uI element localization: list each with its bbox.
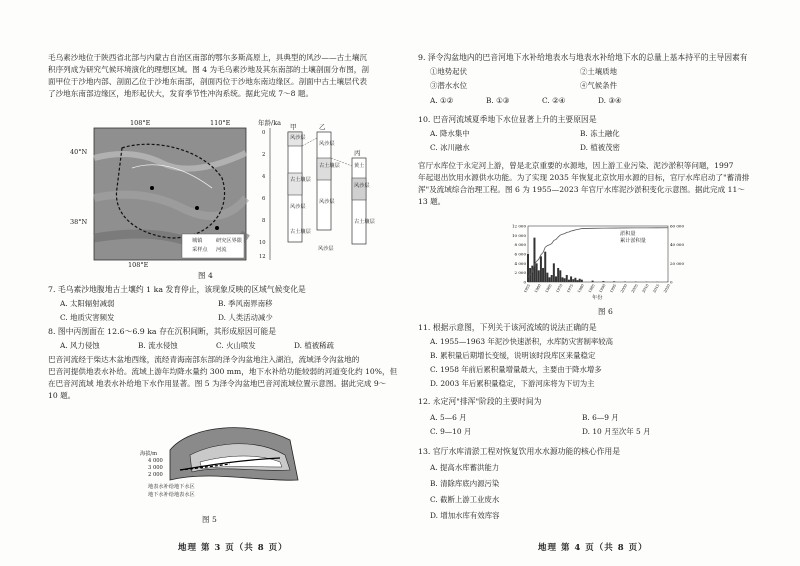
layer-label: 风沙层 — [319, 199, 335, 205]
intro3-line-4: 13 题。 — [418, 197, 446, 206]
intro-line-4: 了沙地东南部边缘区，地形起伏大，发育季节性冲沟系统。据此完成 7～8 题。 — [48, 89, 314, 98]
bar-1963 — [544, 252, 546, 282]
column-a-label: 甲 — [290, 123, 297, 131]
layer-label: 古土壤层 — [319, 163, 340, 169]
bar-1995 — [613, 281, 615, 282]
layer-label: 风沙层 — [319, 141, 335, 147]
x-tick-label: 1985 — [587, 283, 596, 294]
y2-tick-label: 60 000 — [670, 223, 684, 229]
q8-option-b[interactable]: B. 流水侵蚀 — [138, 341, 178, 350]
bar-1990 — [602, 281, 604, 282]
q8-stem: 8. 图中丙剖面在 12.6～6.9 ka 存在沉积间断，其形成原因可能是 — [48, 327, 277, 336]
legend-bars: 淤积量 — [620, 231, 636, 237]
x-tick-label: 1965 — [544, 283, 553, 294]
y-tick-label: 6 000 — [514, 251, 526, 257]
page-footer-4: 地理 第 4 页（共 8 页） — [538, 543, 648, 553]
bar-1955 — [527, 254, 529, 282]
y2-tick-label: 20 000 — [670, 260, 684, 266]
layer-label: 风沙层 — [354, 183, 370, 189]
y-tick-label: 8 000 — [514, 242, 526, 248]
q12-stem: 12. 永定河"排浑"阶段的主要时间为 — [418, 397, 542, 406]
q11-option-c[interactable]: C. 1958 年前后累积量增量最大，主要由于降水增多 — [430, 365, 602, 374]
x-tick-label: 1990 — [598, 283, 607, 294]
q8-option-c[interactable]: C. 火山喷发 — [216, 341, 256, 350]
layer-label: 古土壤层 — [354, 219, 375, 225]
fig5-legend-item: 地下水补给地表水区 — [148, 492, 195, 498]
q9-item-1: ①地势起伏 — [430, 67, 467, 76]
coord-left-2: 38°N — [70, 218, 88, 226]
legend-boundary: 研究区界限 — [216, 238, 242, 244]
layer-label: 风沙层 — [290, 135, 306, 141]
coord-top-2: 110°E — [210, 119, 231, 127]
sample-point-b — [195, 206, 199, 210]
layer-label: 黄土 — [354, 163, 365, 169]
intro-line-2: 积序列成为研究气候环境演化的理想区域。图 4 为毛乌素沙地及其东南部的土壤剖面分布图，剖 — [48, 65, 369, 74]
bar-1958 — [533, 238, 535, 282]
figure-4 — [70, 118, 382, 269]
q10-option-a[interactable]: A. 降水集中 — [430, 129, 470, 138]
bar-1964 — [546, 273, 548, 282]
fig5-legend-title: 海拔/m — [140, 451, 158, 457]
q9-item-3: ③潜水水位 — [430, 81, 467, 90]
q9-item-4: ④气候条件 — [580, 81, 617, 90]
plot-area — [528, 226, 668, 282]
x-tick-label: 1955 — [523, 283, 532, 294]
y-tick-label: 2 000 — [514, 270, 526, 276]
x-tick-label: 1980 — [576, 283, 586, 294]
age-tick: 6 — [262, 196, 266, 202]
x-tick-label: 2010 — [641, 283, 650, 294]
bar-1962 — [542, 268, 544, 282]
legend-sample: 采样点 — [192, 247, 208, 253]
x-tick-label: 1960 — [533, 283, 542, 294]
q10-option-b[interactable]: B. 冻土融化 — [580, 129, 620, 138]
x-tick-label: 1970 — [555, 283, 564, 294]
figure-6 — [500, 218, 700, 304]
q9-option-a[interactable]: A. ①② — [430, 96, 454, 105]
intro-line-3: 面甲位于沙地内部、剖面乙位于沙地东南部，剖面丙位于沙地东南边缘区。剖面中古土壤层代表 — [48, 77, 367, 86]
bottom-note: 风沙层 — [318, 246, 334, 252]
y-tick-label: 10 000 — [512, 232, 526, 238]
intro2-line-2: 巴音河提供地表水补给。流域上游年均降水量约 300 mm，地下水补给功能较弱的河道变化约 10%，但 — [48, 367, 398, 376]
age-tick: 12 — [259, 254, 266, 260]
age-tick: 0 — [262, 130, 266, 136]
legend-town: 城镇 — [192, 238, 203, 244]
figure-4-svg — [92, 118, 382, 268]
q11-option-d[interactable]: D. 2003 年后累积量稳定，下游河床将为下切为主 — [430, 379, 595, 388]
legend-line: 累计淤积量 — [620, 238, 646, 244]
layer-label: 风沙层 — [290, 204, 306, 210]
q13-option-d[interactable]: D. 增加水库有效库容 — [430, 511, 500, 520]
q11-option-b[interactable]: B. 累积量后期增长变缓，说明该时段库区来量稳定 — [430, 351, 596, 360]
x-tick-label: 2005 — [630, 283, 639, 294]
x-axis-label: 年份 — [592, 295, 603, 301]
coord-top-1: 108°E — [130, 119, 151, 127]
q10-stem: 10. 巴音河流域夏季地下水位显著上升的主要原因是 — [418, 115, 597, 124]
x-tick-label: 2000 — [620, 283, 629, 294]
y-tick-label: 0 — [523, 279, 526, 285]
x-tick-label: 2015 — [652, 283, 661, 294]
intro3-line-3: 浑"及流域综合治理工程。图 6 为 1955—2023 年官厅水库泥沙淤积变化示意图。据此完成 11～ — [418, 185, 745, 194]
bar-1977 — [574, 278, 576, 282]
bar-1967 — [553, 263, 555, 282]
intro2-line-4: 10 题。 — [48, 391, 76, 400]
q7-option-b[interactable]: B. 季风南界南移 — [218, 299, 273, 308]
figure-4-caption: 图 4 — [198, 271, 213, 280]
q13-option-b[interactable]: B. 清除库底内源污染 — [430, 479, 500, 488]
age-tick: 2 — [262, 152, 266, 158]
bar-1978 — [577, 280, 579, 282]
bar-1975 — [570, 276, 572, 282]
chart-svg — [500, 218, 700, 304]
intro2-line-1: 巴音河流经于柴达木盆地西缘，流经青海南部东部的泽令沟盆地注入湖泊，流域泽令沟盆地的 — [48, 355, 360, 364]
y2-tick-label: 40 000 — [670, 242, 684, 248]
age-tick: 4 — [262, 174, 266, 180]
layer-label: 古土壤层 — [290, 177, 311, 183]
x-tick-label: 2020 — [663, 283, 672, 294]
coord-bottom: 108°E — [128, 261, 149, 269]
age-tick: 10 — [259, 240, 266, 246]
q13-stem: 13. 官厅水库清淤工程对恢复饮用水水源功能的核心作用是 — [418, 447, 621, 456]
q12-option-b[interactable]: B. 6—9 月 — [582, 413, 619, 422]
figure-6-caption: 图 6 — [598, 307, 613, 316]
bar-1974 — [568, 280, 570, 282]
bar-1980 — [581, 280, 583, 282]
q13-option-a[interactable]: A. 提高水库蓄洪能力 — [430, 463, 500, 472]
bar-1976 — [572, 279, 574, 282]
layer-label: 古土壤层 — [290, 229, 311, 235]
bar-1968 — [555, 276, 557, 282]
y-tick-label: 4 000 — [514, 260, 526, 266]
bar-1965 — [549, 277, 551, 282]
age-tick: 8 — [262, 218, 266, 224]
coord-left-1: 40°N — [70, 148, 88, 156]
figure-5 — [140, 420, 300, 510]
q12-option-c[interactable]: C. 9—10 月 — [430, 427, 472, 436]
q8-option-a[interactable]: A. 风力侵蚀 — [60, 341, 100, 350]
q13-option-c[interactable]: C. 截断上游工业废水 — [430, 495, 500, 504]
bar-1959 — [536, 263, 538, 282]
sample-point-c — [215, 226, 219, 230]
q7-option-d[interactable]: D. 人类活动减少 — [218, 313, 273, 322]
page-footer-3: 地理 第 3 页（共 8 页） — [178, 543, 288, 553]
bar-1972 — [564, 278, 566, 282]
q9-option-d[interactable]: D. ③④ — [598, 96, 622, 105]
bar-1973 — [566, 275, 568, 282]
intro-line-1: 毛乌素沙地位于陕西省北部与内蒙古自治区南部的鄂尔多斯高原上，具典型的风沙——古土壤沉 — [48, 53, 367, 62]
q7-stem: 7. 毛乌素沙地腹地古土壤约 1 ka 发育停止，该现象反映的区域气候变化是 — [48, 285, 306, 294]
legend-river: 河流 — [216, 247, 227, 253]
q12-option-d[interactable]: D. 10 月至次年 5 月 — [582, 427, 651, 436]
sample-point-a — [150, 186, 154, 190]
q11-stem: 11. 根据示意图，下列关于该河流域的说法正确的是 — [418, 323, 597, 332]
column-c — [352, 158, 366, 244]
age-axis-label: 年龄/ka — [258, 119, 282, 127]
bar-1961 — [540, 256, 542, 282]
intro3-line-2: 年起退出饮用水源供水功能。为了实现 2035 年恢复北京饮用水源的目标，官厅水库启动了"蓄清排 — [418, 173, 750, 182]
bar-1979 — [579, 279, 581, 282]
fig5-legend-item: 2 000 — [148, 472, 163, 478]
page-4 — [400, 0, 800, 566]
x-tick-label: 1995 — [609, 283, 618, 294]
q9-option-c[interactable]: C. ②④ — [542, 96, 566, 105]
q10-option-d[interactable]: D. 植被茂密 — [580, 143, 620, 152]
y2-tick-label: 0 — [670, 279, 673, 285]
intro2-line-3: 在巴音河流域 地表水补给地下水作用显著。图 5 为泽令沟盆地巴音河流域位置示意图。据此完成 9～ — [48, 379, 387, 388]
q9-item-2: ②土壤质地 — [580, 67, 617, 76]
bar-1985 — [592, 281, 594, 282]
column-c-label: 丙 — [354, 149, 361, 157]
column-b-label: 乙 — [319, 123, 326, 131]
q9-stem: 9. 泽令沟盆地内的巴音河地下水补给地表水与地表水补给地下水的总量上基本持平的主导因素有 — [418, 53, 748, 62]
q9-option-b[interactable]: B. ①③ — [486, 96, 510, 105]
bar-1970 — [559, 270, 561, 282]
intro3-line-1: 官厅水库位于永定河上游，曾是北京重要的水源地，因上游工业污染、泥沙淤积等问题，1997 — [418, 161, 734, 170]
figure-5-caption: 图 5 — [202, 515, 217, 524]
bar-1969 — [557, 268, 559, 282]
y-tick-label: 12 000 — [512, 223, 526, 229]
q7-option-c[interactable]: C. 地质灾害频发 — [60, 313, 115, 322]
bar-1960 — [538, 270, 540, 282]
bar-1971 — [561, 277, 563, 282]
fig5-legend-item: 地表水补给地下水区 — [148, 484, 195, 490]
q10-option-c[interactable]: C. 冰川融水 — [430, 143, 470, 152]
q7-option-a[interactable]: A. 太阳辐射减弱 — [60, 299, 115, 308]
x-tick-label: 1975 — [566, 283, 575, 294]
fig5-legend-item: 3 000 — [148, 465, 163, 471]
q11-option-a[interactable]: A. 1955—1963 年泥沙快速淤积，水库防灾害制率较高 — [430, 337, 614, 346]
bar-1966 — [551, 275, 553, 282]
q12-option-a[interactable]: A. 5—6 月 — [430, 413, 467, 422]
q8-option-d[interactable]: D. 植被稀疏 — [294, 341, 334, 350]
fig5-legend-item: 4 000 — [148, 458, 163, 464]
